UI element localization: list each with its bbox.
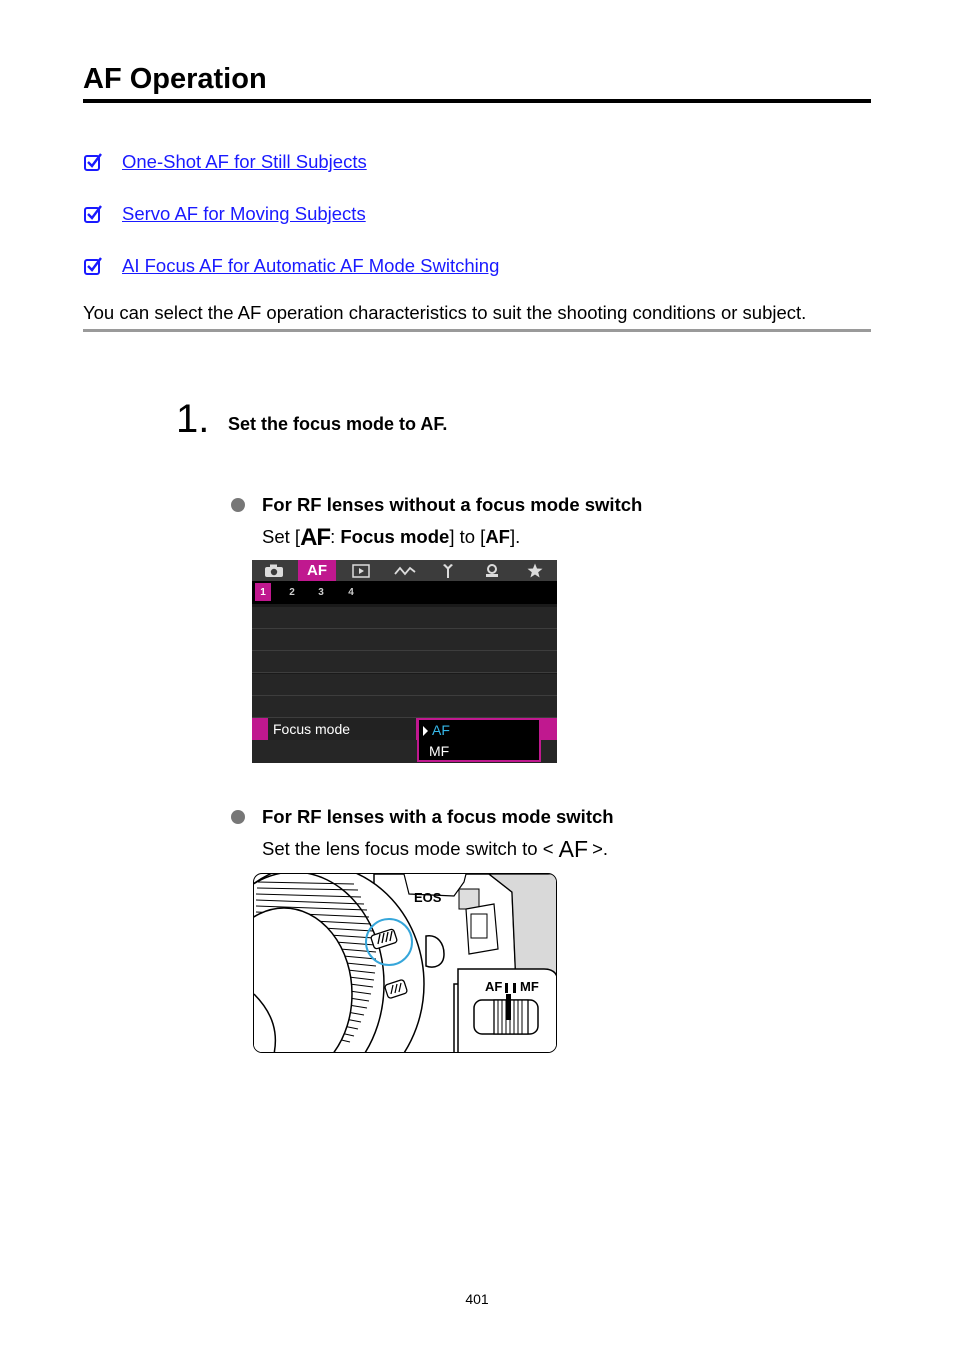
af-tab-glyph: AF	[300, 524, 331, 551]
toc-item-servo[interactable]	[83, 201, 366, 227]
camera-drawing	[254, 874, 557, 1053]
wireless-icon[interactable]	[386, 560, 424, 581]
toc-link-ai-focus[interactable]: AI Focus AF for Automatic AF Mode Switching	[122, 255, 500, 276]
menu-subtab-bar	[252, 581, 557, 604]
menu-row-empty	[252, 629, 557, 651]
toc-link-servo[interactable]: Servo AF for Moving Subjects	[122, 203, 366, 224]
checkbox-icon	[83, 256, 103, 276]
menu-row-empty	[252, 696, 557, 718]
bullet-icon	[231, 810, 245, 824]
camera-lens-illustration	[253, 873, 557, 1053]
menu-screenshot	[252, 560, 557, 763]
option-mf[interactable]: MF	[429, 743, 450, 759]
menu-tab-af[interactable]: AF	[298, 560, 336, 581]
menu-row-empty	[252, 651, 557, 673]
af-switch-glyph: AF	[558, 836, 589, 862]
camera-brand-label: EOS	[414, 890, 442, 905]
toc-item-ai-focus[interactable]	[83, 253, 499, 279]
switch-af-label: AF	[485, 979, 503, 994]
section1-heading: For RF lenses without a focus mode switch	[262, 494, 643, 515]
menu-row-empty	[252, 607, 557, 629]
section2-heading: For RF lenses with a focus mode switch	[262, 806, 614, 827]
subtab-4[interactable]: 4	[348, 586, 354, 598]
focus-mode-dropdown[interactable]	[417, 718, 541, 762]
intro-rule	[83, 329, 871, 332]
section2-text: Set the lens focus mode switch to < AF >.	[262, 836, 609, 862]
option-af[interactable]: AF	[421, 721, 538, 740]
intro-text: You can select the AF operation characteristics to suit the shooting conditions or subject.	[83, 302, 807, 323]
checkbox-icon	[83, 152, 103, 172]
camera-icon[interactable]	[255, 560, 293, 581]
subtab-3[interactable]: 3	[318, 586, 324, 598]
menu-tab-bar	[252, 560, 557, 581]
section1-text: Set [AF: Focus mode] to [AF].	[262, 524, 521, 551]
custom-icon[interactable]	[473, 560, 511, 581]
toc-item-one-shot[interactable]	[83, 149, 367, 175]
switch-mf-label: MF	[520, 979, 539, 994]
step-number: 1.	[176, 397, 210, 441]
selection-arrow-icon	[423, 726, 428, 736]
toc-link-one-shot[interactable]: One-Shot AF for Still Subjects	[122, 151, 367, 172]
focus-mode-label: Focus mode	[273, 721, 351, 737]
step-text: Set the focus mode to AF.	[228, 414, 448, 434]
page-number: 401	[465, 1291, 489, 1307]
subtab-2[interactable]: 2	[289, 586, 295, 598]
checkbox-icon	[83, 204, 103, 224]
subtab-1[interactable]: 1	[255, 583, 271, 601]
bullet-icon	[231, 498, 245, 512]
playback-icon[interactable]	[342, 560, 380, 581]
setup-icon[interactable]	[429, 560, 467, 581]
title-rule	[83, 99, 871, 103]
page-title: AF Operation	[83, 63, 267, 95]
menu-row-empty	[252, 674, 557, 696]
mymenu-star-icon[interactable]	[516, 560, 554, 581]
